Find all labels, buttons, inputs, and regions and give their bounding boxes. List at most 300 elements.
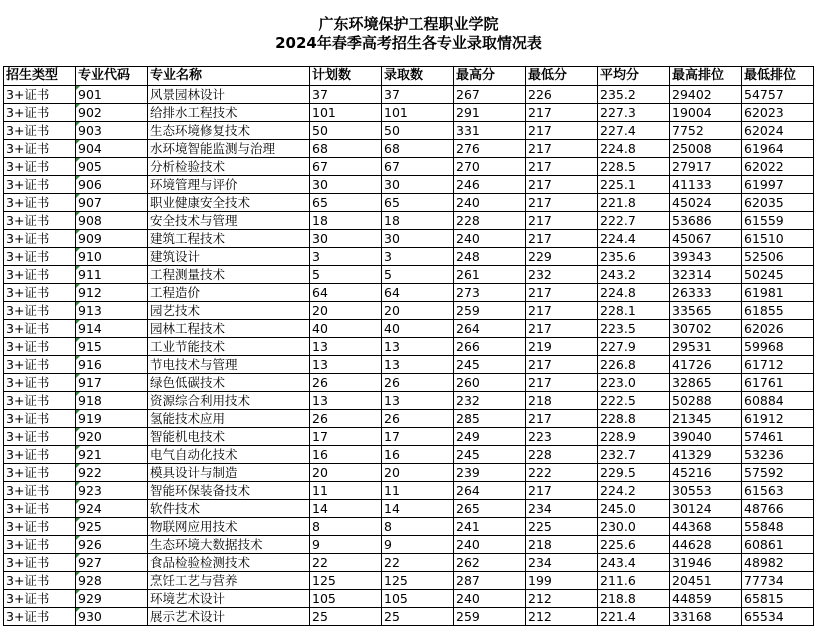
cell-lowest-score: 217 xyxy=(526,194,598,212)
table-row xyxy=(4,428,814,446)
cell-lowest-score: 218 xyxy=(526,392,598,410)
cell-admission-type: 3+证书 xyxy=(4,320,76,338)
cell-highest-score: 249 xyxy=(454,428,526,446)
cell-major-name: 水环境智能监测与治理 xyxy=(148,140,310,158)
cell-lowest-score: 217 xyxy=(526,176,598,194)
cell-major-name: 园林工程技术 xyxy=(148,320,310,338)
cell-average-score: 228.5 xyxy=(598,158,670,176)
cell-highest-score: 262 xyxy=(454,554,526,572)
cell-plan-count: 5 xyxy=(310,266,382,284)
cell-major-code: 908 xyxy=(76,212,148,230)
cell-admitted-count: 13 xyxy=(382,356,454,374)
cell-admission-type: 3+证书 xyxy=(4,158,76,176)
table-row xyxy=(4,356,814,374)
cell-major-code: 924 xyxy=(76,500,148,518)
cell-major-name: 资源综合利用技术 xyxy=(148,392,310,410)
cell-admitted-count: 37 xyxy=(382,86,454,104)
table-row xyxy=(4,104,814,122)
cell-lowest-rank: 59968 xyxy=(742,338,814,356)
cell-major-name: 风景园林设计 xyxy=(148,86,310,104)
table-row xyxy=(4,266,814,284)
cell-highest-rank: 30553 xyxy=(670,482,742,500)
cell-average-score: 224.2 xyxy=(598,482,670,500)
cell-highest-score: 270 xyxy=(454,158,526,176)
cell-average-score: 225.6 xyxy=(598,536,670,554)
cell-lowest-score: 217 xyxy=(526,302,598,320)
cell-plan-count: 26 xyxy=(310,374,382,392)
cell-major-name: 电气自动化技术 xyxy=(148,446,310,464)
cell-major-code: 916 xyxy=(76,356,148,374)
cell-lowest-rank: 61761 xyxy=(742,374,814,392)
cell-admission-type: 3+证书 xyxy=(4,446,76,464)
cell-lowest-score: 228 xyxy=(526,446,598,464)
cell-highest-score: 259 xyxy=(454,608,526,626)
col-header-highest-rank: 最高排位 xyxy=(670,67,742,86)
cell-lowest-score: 199 xyxy=(526,572,598,590)
cell-average-score: 218.8 xyxy=(598,590,670,608)
cell-admission-type: 3+证书 xyxy=(4,194,76,212)
cell-plan-count: 9 xyxy=(310,536,382,554)
cell-admission-type: 3+证书 xyxy=(4,122,76,140)
cell-lowest-score: 223 xyxy=(526,428,598,446)
cell-lowest-score: 217 xyxy=(526,140,598,158)
cell-major-code: 906 xyxy=(76,176,148,194)
cell-lowest-rank: 61964 xyxy=(742,140,814,158)
cell-admitted-count: 65 xyxy=(382,194,454,212)
cell-average-score: 229.5 xyxy=(598,464,670,482)
table-row xyxy=(4,230,814,248)
cell-plan-count: 40 xyxy=(310,320,382,338)
cell-major-code: 926 xyxy=(76,536,148,554)
cell-admission-type: 3+证书 xyxy=(4,572,76,590)
cell-admission-type: 3+证书 xyxy=(4,212,76,230)
table-row xyxy=(4,122,814,140)
cell-average-score: 225.1 xyxy=(598,176,670,194)
cell-plan-count: 105 xyxy=(310,590,382,608)
cell-plan-count: 13 xyxy=(310,356,382,374)
cell-lowest-score: 225 xyxy=(526,518,598,536)
cell-admitted-count: 26 xyxy=(382,374,454,392)
cell-highest-rank: 26333 xyxy=(670,284,742,302)
cell-highest-rank: 44628 xyxy=(670,536,742,554)
cell-admission-type: 3+证书 xyxy=(4,482,76,500)
cell-highest-rank: 33565 xyxy=(670,302,742,320)
cell-highest-rank: 29402 xyxy=(670,86,742,104)
cell-plan-count: 16 xyxy=(310,446,382,464)
cell-admitted-count: 40 xyxy=(382,320,454,338)
cell-plan-count: 22 xyxy=(310,554,382,572)
cell-admission-type: 3+证书 xyxy=(4,536,76,554)
cell-lowest-rank: 61563 xyxy=(742,482,814,500)
cell-major-name: 展示艺术设计 xyxy=(148,608,310,626)
cell-average-score: 226.8 xyxy=(598,356,670,374)
cell-lowest-score: 212 xyxy=(526,608,598,626)
cell-admitted-count: 68 xyxy=(382,140,454,158)
cell-admission-type: 3+证书 xyxy=(4,500,76,518)
cell-major-name: 节电技术与管理 xyxy=(148,356,310,374)
col-header-admitted-count: 录取数 xyxy=(382,67,454,86)
cell-admission-type: 3+证书 xyxy=(4,302,76,320)
cell-lowest-rank: 77734 xyxy=(742,572,814,590)
cell-lowest-rank: 61510 xyxy=(742,230,814,248)
cell-major-code: 929 xyxy=(76,590,148,608)
col-header-highest-score: 最高分 xyxy=(454,67,526,86)
cell-plan-count: 101 xyxy=(310,104,382,122)
cell-highest-score: 273 xyxy=(454,284,526,302)
cell-admission-type: 3+证书 xyxy=(4,248,76,266)
cell-plan-count: 125 xyxy=(310,572,382,590)
cell-highest-score: 285 xyxy=(454,410,526,428)
cell-lowest-score: 217 xyxy=(526,284,598,302)
cell-major-name: 氢能技术应用 xyxy=(148,410,310,428)
cell-plan-count: 20 xyxy=(310,302,382,320)
cell-admitted-count: 17 xyxy=(382,428,454,446)
cell-lowest-score: 212 xyxy=(526,590,598,608)
cell-major-code: 923 xyxy=(76,482,148,500)
cell-plan-count: 14 xyxy=(310,500,382,518)
cell-lowest-score: 232 xyxy=(526,266,598,284)
table-row xyxy=(4,392,814,410)
cell-highest-rank: 41726 xyxy=(670,356,742,374)
cell-major-name: 工业节能技术 xyxy=(148,338,310,356)
cell-plan-count: 26 xyxy=(310,410,382,428)
cell-lowest-score: 217 xyxy=(526,212,598,230)
cell-major-code: 909 xyxy=(76,230,148,248)
cell-lowest-score: 217 xyxy=(526,320,598,338)
cell-admitted-count: 20 xyxy=(382,464,454,482)
cell-highest-score: 265 xyxy=(454,500,526,518)
cell-major-code: 930 xyxy=(76,608,148,626)
cell-admitted-count: 5 xyxy=(382,266,454,284)
cell-major-name: 烹饪工艺与营养 xyxy=(148,572,310,590)
cell-major-code: 901 xyxy=(76,86,148,104)
cell-plan-count: 3 xyxy=(310,248,382,266)
cell-lowest-rank: 65815 xyxy=(742,590,814,608)
cell-lowest-rank: 61712 xyxy=(742,356,814,374)
table-row xyxy=(4,338,814,356)
cell-admission-type: 3+证书 xyxy=(4,590,76,608)
cell-average-score: 224.4 xyxy=(598,230,670,248)
cell-plan-count: 65 xyxy=(310,194,382,212)
cell-lowest-score: 217 xyxy=(526,410,598,428)
cell-major-name: 职业健康安全技术 xyxy=(148,194,310,212)
cell-major-code: 917 xyxy=(76,374,148,392)
cell-average-score: 224.8 xyxy=(598,284,670,302)
cell-lowest-rank: 54757 xyxy=(742,86,814,104)
cell-admission-type: 3+证书 xyxy=(4,140,76,158)
cell-average-score: 228.1 xyxy=(598,302,670,320)
cell-major-code: 921 xyxy=(76,446,148,464)
cell-major-name: 分析检验技术 xyxy=(148,158,310,176)
cell-plan-count: 17 xyxy=(310,428,382,446)
cell-admission-type: 3+证书 xyxy=(4,266,76,284)
table-row xyxy=(4,158,814,176)
cell-average-score: 230.0 xyxy=(598,518,670,536)
cell-average-score: 232.7 xyxy=(598,446,670,464)
cell-admitted-count: 3 xyxy=(382,248,454,266)
cell-lowest-score: 217 xyxy=(526,230,598,248)
cell-major-name: 智能机电技术 xyxy=(148,428,310,446)
cell-admitted-count: 11 xyxy=(382,482,454,500)
cell-admitted-count: 18 xyxy=(382,212,454,230)
cell-average-score: 224.8 xyxy=(598,140,670,158)
cell-admitted-count: 50 xyxy=(382,122,454,140)
cell-major-code: 903 xyxy=(76,122,148,140)
cell-highest-rank: 45067 xyxy=(670,230,742,248)
col-header-major-code: 专业代码 xyxy=(76,67,148,86)
cell-major-name: 安全技术与管理 xyxy=(148,212,310,230)
cell-major-name: 园艺技术 xyxy=(148,302,310,320)
cell-plan-count: 13 xyxy=(310,338,382,356)
cell-lowest-score: 217 xyxy=(526,482,598,500)
cell-highest-score: 291 xyxy=(454,104,526,122)
cell-admission-type: 3+证书 xyxy=(4,356,76,374)
cell-highest-rank: 44368 xyxy=(670,518,742,536)
cell-average-score: 235.2 xyxy=(598,86,670,104)
table-row xyxy=(4,284,814,302)
cell-major-name: 软件技术 xyxy=(148,500,310,518)
cell-lowest-rank: 57461 xyxy=(742,428,814,446)
cell-major-name: 建筑工程技术 xyxy=(148,230,310,248)
table-row xyxy=(4,518,814,536)
table-row xyxy=(4,302,814,320)
cell-admitted-count: 30 xyxy=(382,230,454,248)
cell-admitted-count: 30 xyxy=(382,176,454,194)
cell-highest-score: 240 xyxy=(454,194,526,212)
cell-highest-score: 240 xyxy=(454,230,526,248)
cell-lowest-rank: 62024 xyxy=(742,122,814,140)
cell-highest-score: 266 xyxy=(454,338,526,356)
cell-highest-score: 239 xyxy=(454,464,526,482)
cell-plan-count: 20 xyxy=(310,464,382,482)
cell-major-code: 915 xyxy=(76,338,148,356)
cell-major-code: 922 xyxy=(76,464,148,482)
cell-major-code: 914 xyxy=(76,320,148,338)
cell-average-score: 243.4 xyxy=(598,554,670,572)
cell-average-score: 223.5 xyxy=(598,320,670,338)
cell-major-name: 给排水工程技术 xyxy=(148,104,310,122)
cell-lowest-rank: 61855 xyxy=(742,302,814,320)
cell-highest-score: 331 xyxy=(454,122,526,140)
cell-highest-rank: 31946 xyxy=(670,554,742,572)
cell-admission-type: 3+证书 xyxy=(4,410,76,428)
cell-major-code: 919 xyxy=(76,410,148,428)
table-row xyxy=(4,482,814,500)
cell-plan-count: 30 xyxy=(310,230,382,248)
cell-highest-score: 287 xyxy=(454,572,526,590)
page-subtitle: 2024年春季高考招生各专业录取情况表 xyxy=(275,34,542,52)
cell-highest-score: 228 xyxy=(454,212,526,230)
cell-plan-count: 13 xyxy=(310,392,382,410)
table-row xyxy=(4,446,814,464)
cell-lowest-rank: 55848 xyxy=(742,518,814,536)
cell-major-code: 920 xyxy=(76,428,148,446)
cell-lowest-score: 218 xyxy=(526,536,598,554)
cell-major-code: 927 xyxy=(76,554,148,572)
cell-average-score: 227.9 xyxy=(598,338,670,356)
cell-highest-rank: 33168 xyxy=(670,608,742,626)
col-header-lowest-rank: 最低排位 xyxy=(742,67,814,86)
cell-highest-rank: 7752 xyxy=(670,122,742,140)
cell-major-code: 913 xyxy=(76,302,148,320)
cell-highest-rank: 39040 xyxy=(670,428,742,446)
cell-highest-score: 245 xyxy=(454,446,526,464)
cell-admitted-count: 25 xyxy=(382,608,454,626)
cell-major-code: 907 xyxy=(76,194,148,212)
cell-major-name: 食品检验检测技术 xyxy=(148,554,310,572)
cell-lowest-score: 229 xyxy=(526,248,598,266)
cell-average-score: 227.4 xyxy=(598,122,670,140)
cell-highest-score: 260 xyxy=(454,374,526,392)
cell-average-score: 235.6 xyxy=(598,248,670,266)
cell-major-code: 911 xyxy=(76,266,148,284)
cell-admission-type: 3+证书 xyxy=(4,284,76,302)
cell-major-code: 912 xyxy=(76,284,148,302)
cell-admitted-count: 26 xyxy=(382,410,454,428)
cell-highest-score: 264 xyxy=(454,320,526,338)
cell-lowest-rank: 61559 xyxy=(742,212,814,230)
cell-admitted-count: 101 xyxy=(382,104,454,122)
cell-highest-score: 267 xyxy=(454,86,526,104)
cell-lowest-rank: 57592 xyxy=(742,464,814,482)
cell-highest-rank: 27917 xyxy=(670,158,742,176)
cell-admission-type: 3+证书 xyxy=(4,518,76,536)
cell-plan-count: 37 xyxy=(310,86,382,104)
cell-average-score: 223.0 xyxy=(598,374,670,392)
cell-average-score: 221.4 xyxy=(598,608,670,626)
cell-average-score: 221.8 xyxy=(598,194,670,212)
cell-admission-type: 3+证书 xyxy=(4,338,76,356)
cell-admitted-count: 9 xyxy=(382,536,454,554)
cell-admission-type: 3+证书 xyxy=(4,554,76,572)
cell-highest-rank: 21345 xyxy=(670,410,742,428)
cell-major-code: 905 xyxy=(76,158,148,176)
table-row xyxy=(4,140,814,158)
cell-average-score: 243.2 xyxy=(598,266,670,284)
cell-highest-rank: 39343 xyxy=(670,248,742,266)
cell-lowest-rank: 50245 xyxy=(742,266,814,284)
cell-lowest-rank: 52506 xyxy=(742,248,814,266)
cell-admitted-count: 20 xyxy=(382,302,454,320)
cell-admission-type: 3+证书 xyxy=(4,104,76,122)
cell-major-name: 绿色低碳技术 xyxy=(148,374,310,392)
cell-lowest-rank: 53236 xyxy=(742,446,814,464)
cell-plan-count: 30 xyxy=(310,176,382,194)
cell-highest-rank: 19004 xyxy=(670,104,742,122)
cell-admitted-count: 67 xyxy=(382,158,454,176)
cell-lowest-rank: 61997 xyxy=(742,176,814,194)
cell-major-name: 环境艺术设计 xyxy=(148,590,310,608)
col-header-lowest-score: 最低分 xyxy=(526,67,598,86)
cell-highest-rank: 45024 xyxy=(670,194,742,212)
cell-lowest-score: 226 xyxy=(526,86,598,104)
cell-admitted-count: 22 xyxy=(382,554,454,572)
page-title: 广东环境保护工程职业学院 xyxy=(318,15,499,33)
cell-highest-rank: 32865 xyxy=(670,374,742,392)
cell-lowest-rank: 61981 xyxy=(742,284,814,302)
cell-major-name: 环境管理与评价 xyxy=(148,176,310,194)
cell-highest-score: 245 xyxy=(454,356,526,374)
cell-lowest-score: 217 xyxy=(526,104,598,122)
cell-lowest-rank: 60884 xyxy=(742,392,814,410)
cell-lowest-rank: 48982 xyxy=(742,554,814,572)
cell-lowest-score: 234 xyxy=(526,500,598,518)
cell-admission-type: 3+证书 xyxy=(4,428,76,446)
cell-major-name: 工程测量技术 xyxy=(148,266,310,284)
cell-highest-rank: 29531 xyxy=(670,338,742,356)
cell-admitted-count: 13 xyxy=(382,338,454,356)
cell-admission-type: 3+证书 xyxy=(4,392,76,410)
cell-average-score: 245.0 xyxy=(598,500,670,518)
cell-major-name: 模具设计与制造 xyxy=(148,464,310,482)
table-row xyxy=(4,194,814,212)
cell-average-score: 222.7 xyxy=(598,212,670,230)
table-row xyxy=(4,554,814,572)
cell-highest-score: 259 xyxy=(454,302,526,320)
cell-plan-count: 18 xyxy=(310,212,382,230)
cell-average-score: 228.8 xyxy=(598,410,670,428)
table-row xyxy=(4,374,814,392)
cell-highest-score: 232 xyxy=(454,392,526,410)
cell-admission-type: 3+证书 xyxy=(4,374,76,392)
cell-plan-count: 64 xyxy=(310,284,382,302)
cell-major-code: 918 xyxy=(76,392,148,410)
cell-average-score: 228.9 xyxy=(598,428,670,446)
cell-highest-score: 264 xyxy=(454,482,526,500)
table-row xyxy=(4,500,814,518)
cell-plan-count: 50 xyxy=(310,122,382,140)
cell-highest-rank: 30702 xyxy=(670,320,742,338)
cell-lowest-score: 219 xyxy=(526,338,598,356)
cell-highest-rank: 32314 xyxy=(670,266,742,284)
table-row xyxy=(4,176,814,194)
cell-admission-type: 3+证书 xyxy=(4,86,76,104)
cell-average-score: 222.5 xyxy=(598,392,670,410)
admission-table xyxy=(3,66,814,626)
cell-admission-type: 3+证书 xyxy=(4,608,76,626)
cell-plan-count: 11 xyxy=(310,482,382,500)
cell-lowest-rank: 62026 xyxy=(742,320,814,338)
cell-admission-type: 3+证书 xyxy=(4,230,76,248)
cell-highest-rank: 44859 xyxy=(670,590,742,608)
col-header-admission-type: 招生类型 xyxy=(4,67,76,86)
cell-lowest-rank: 62022 xyxy=(742,158,814,176)
table-row xyxy=(4,86,814,104)
col-header-average-score: 平均分 xyxy=(598,67,670,86)
cell-major-name: 工程造价 xyxy=(148,284,310,302)
cell-lowest-score: 222 xyxy=(526,464,598,482)
cell-major-name: 智能环保装备技术 xyxy=(148,482,310,500)
cell-major-code: 928 xyxy=(76,572,148,590)
cell-major-name: 生态环境修复技术 xyxy=(148,122,310,140)
cell-plan-count: 25 xyxy=(310,608,382,626)
cell-major-code: 925 xyxy=(76,518,148,536)
cell-highest-rank: 50288 xyxy=(670,392,742,410)
cell-lowest-rank: 62023 xyxy=(742,104,814,122)
cell-admitted-count: 14 xyxy=(382,500,454,518)
table-row xyxy=(4,248,814,266)
cell-lowest-rank: 60861 xyxy=(742,536,814,554)
cell-highest-rank: 30124 xyxy=(670,500,742,518)
cell-admitted-count: 13 xyxy=(382,392,454,410)
table-row xyxy=(4,572,814,590)
cell-plan-count: 68 xyxy=(310,140,382,158)
cell-admitted-count: 105 xyxy=(382,590,454,608)
cell-lowest-rank: 61912 xyxy=(742,410,814,428)
cell-highest-score: 246 xyxy=(454,176,526,194)
col-header-plan-count: 计划数 xyxy=(310,67,382,86)
cell-average-score: 227.3 xyxy=(598,104,670,122)
